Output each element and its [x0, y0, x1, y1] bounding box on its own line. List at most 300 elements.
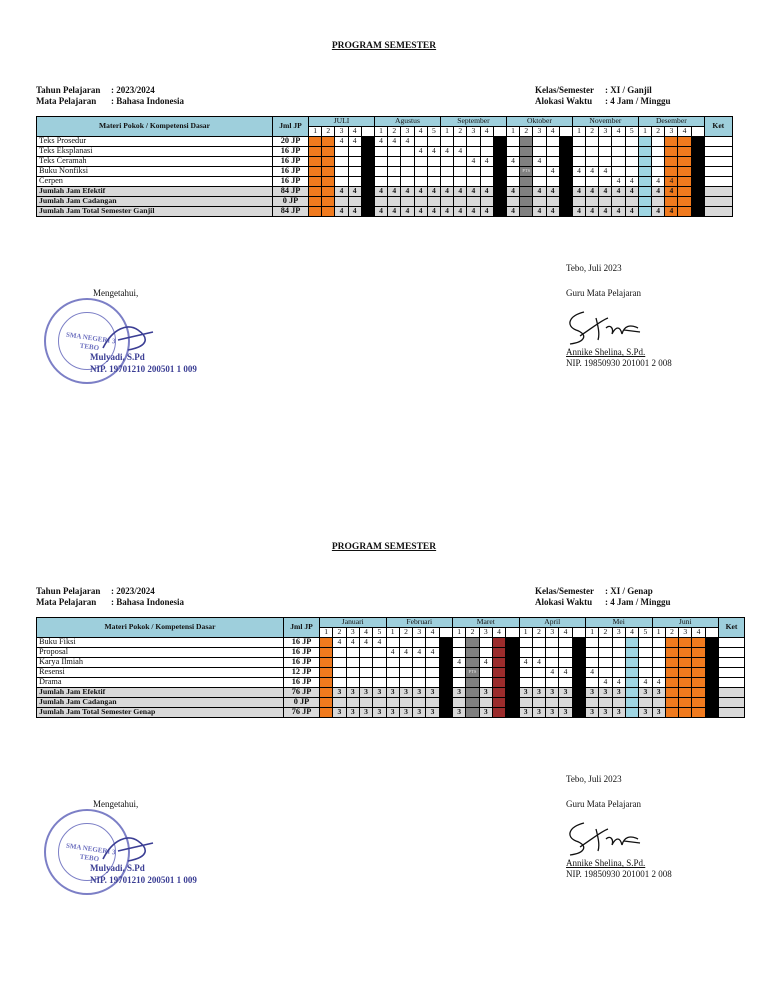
- week-cell: [399, 658, 412, 668]
- week-cell: [386, 638, 399, 648]
- week-cell: 4: [399, 648, 412, 658]
- total-week-cell: [678, 187, 691, 197]
- total-week-cell: 3: [612, 688, 625, 698]
- week-cell: [532, 668, 545, 678]
- week-cell: [532, 678, 545, 688]
- week-cell: [414, 167, 427, 177]
- week-cell: [572, 648, 585, 658]
- week-cell: [439, 668, 452, 678]
- week-cell: [492, 658, 505, 668]
- total-week-cell: [692, 708, 705, 718]
- total-week-cell: 3: [453, 688, 466, 698]
- total-week-cell: [480, 197, 493, 207]
- week-number: 2: [520, 127, 533, 137]
- total-week-cell: [322, 197, 335, 207]
- week-cell: [638, 147, 651, 157]
- week-number: [572, 628, 585, 638]
- teacher-block: [566, 347, 672, 369]
- schedule-table: [36, 116, 733, 217]
- week-cell: 4: [348, 137, 361, 147]
- total-week-cell: [454, 197, 467, 207]
- week-cell: [572, 137, 585, 147]
- week-cell: 4: [388, 137, 401, 147]
- total-week-cell: [691, 187, 704, 197]
- total-row: [37, 688, 745, 698]
- total-jp: 0 JP: [284, 698, 320, 708]
- week-cell: [427, 137, 440, 147]
- week-cell: [361, 167, 374, 177]
- week-number: 3: [599, 127, 612, 137]
- week-cell: [454, 167, 467, 177]
- week-cell: [359, 648, 372, 658]
- header-jml-jp: Jml JP: [284, 618, 320, 638]
- ket-cell: [704, 147, 732, 157]
- total-week-cell: 3: [652, 708, 665, 718]
- week-cell: [638, 167, 651, 177]
- week-cell: [333, 648, 346, 658]
- total-week-cell: [572, 688, 585, 698]
- week-cell: 4: [335, 137, 348, 147]
- total-week-cell: 3: [599, 688, 612, 698]
- total-week-cell: [361, 197, 374, 207]
- materi-cell: Resensi: [37, 668, 284, 678]
- materi-cell: Buku Nonfiksi: [37, 167, 273, 177]
- total-week-cell: 4: [348, 187, 361, 197]
- week-cell: [546, 648, 559, 658]
- jp-cell: 16 JP: [273, 167, 309, 177]
- total-week-cell: [519, 698, 532, 708]
- teacher-signature: [562, 817, 644, 859]
- mengetahui-label: Mengetahui,: [93, 799, 139, 809]
- materi-cell: Proposal: [37, 648, 284, 658]
- total-week-cell: 4: [440, 187, 453, 197]
- page-title: PROGRAM SEMESTER: [331, 542, 437, 552]
- total-week-cell: 4: [546, 207, 559, 217]
- total-week-cell: [625, 197, 638, 207]
- teacher-name: Annike Shelina, S.Pd.: [566, 347, 646, 357]
- week-cell: [480, 167, 493, 177]
- total-week-cell: [333, 698, 346, 708]
- total-week-cell: 3: [586, 688, 599, 698]
- total-week-cell: [691, 197, 704, 207]
- ket-cell: [704, 197, 732, 207]
- total-label: Jumlah Jam Cadangan: [37, 197, 273, 207]
- meta-left: [36, 85, 184, 107]
- week-cell: [692, 638, 705, 648]
- jp-cell: 16 JP: [273, 147, 309, 157]
- total-week-cell: [652, 197, 665, 207]
- week-cell: [440, 167, 453, 177]
- total-week-cell: [309, 187, 322, 197]
- week-cell: [454, 157, 467, 167]
- total-week-cell: [586, 197, 599, 207]
- week-number: 3: [479, 628, 492, 638]
- week-number: 2: [454, 127, 467, 137]
- guru-label: Guru Mata Pelajaran: [566, 288, 641, 298]
- total-week-cell: 3: [519, 688, 532, 698]
- total-week-cell: 4: [572, 207, 585, 217]
- total-week-cell: [520, 197, 533, 207]
- total-week-cell: 3: [399, 708, 412, 718]
- mengetahui-label: Mengetahui,: [93, 288, 139, 298]
- stamp-text: SMA NEGERI 3 TEBO: [65, 330, 116, 353]
- total-week-cell: 4: [572, 187, 585, 197]
- week-cell: [705, 658, 718, 668]
- week-cell: [388, 147, 401, 157]
- week-cell: [665, 648, 678, 658]
- jp-cell: 16 JP: [273, 157, 309, 167]
- week-cell: [348, 177, 361, 187]
- total-week-cell: 3: [612, 708, 625, 718]
- week-cell: [705, 648, 718, 658]
- total-week-cell: [625, 708, 638, 718]
- week-cell: [679, 658, 692, 668]
- week-cell: [625, 167, 638, 177]
- week-number: 2: [333, 628, 346, 638]
- month-header: Januari: [320, 618, 387, 628]
- week-cell: [361, 147, 374, 157]
- week-cell: 4: [374, 137, 387, 147]
- total-row: [37, 187, 733, 197]
- week-cell: [427, 157, 440, 167]
- week-cell: [652, 648, 665, 658]
- week-cell: [320, 678, 333, 688]
- week-cell: [346, 678, 359, 688]
- month-header: Desember: [638, 117, 704, 127]
- week-cell: 4: [652, 678, 665, 688]
- total-week-cell: [520, 207, 533, 217]
- week-cell: [374, 177, 387, 187]
- teacher-signature: [562, 306, 644, 348]
- total-week-cell: [638, 187, 651, 197]
- week-cell: [612, 668, 625, 678]
- total-week-cell: 4: [467, 187, 480, 197]
- week-number: 1: [320, 628, 333, 638]
- week-cell: [374, 167, 387, 177]
- week-cell: [335, 157, 348, 167]
- city-date: Tebo, Juli 2023: [566, 263, 622, 273]
- total-week-cell: [612, 197, 625, 207]
- total-week-cell: [361, 207, 374, 217]
- week-cell: [639, 638, 652, 648]
- month-header: Oktober: [506, 117, 572, 127]
- jp-cell: 16 JP: [284, 658, 320, 668]
- total-week-cell: 4: [480, 207, 493, 217]
- schedule-table: [36, 617, 745, 718]
- week-cell: 4: [665, 177, 678, 187]
- total-week-cell: [466, 708, 479, 718]
- teacher-name: Annike Shelina, S.Pd.: [566, 858, 646, 868]
- table-row: [37, 678, 745, 688]
- headteacher-name: Mulyadi, S.Pd: [90, 352, 145, 362]
- week-cell: [599, 177, 612, 187]
- table-row: [37, 658, 745, 668]
- week-cell: [492, 678, 505, 688]
- week-cell: [652, 658, 665, 668]
- week-number: 4: [480, 127, 493, 137]
- total-week-cell: 4: [427, 207, 440, 217]
- total-week-cell: 4: [599, 187, 612, 197]
- week-cell: [401, 147, 414, 157]
- pts-marker: PTS: [520, 167, 533, 177]
- table-row: [37, 157, 733, 167]
- total-week-cell: [506, 197, 519, 207]
- total-week-cell: 4: [586, 207, 599, 217]
- materi-cell: Teks Prosedur: [37, 137, 273, 147]
- week-cell: [692, 658, 705, 668]
- month-header: JULI: [309, 117, 375, 127]
- total-week-cell: [399, 698, 412, 708]
- total-week-cell: [467, 197, 480, 207]
- week-cell: [309, 157, 322, 167]
- total-week-cell: 3: [373, 688, 386, 698]
- total-label: Jumlah Jam Total Semester Ganjil: [37, 207, 273, 217]
- jp-cell: 12 JP: [284, 668, 320, 678]
- week-number: 1: [374, 127, 387, 137]
- week-number: 4: [612, 127, 625, 137]
- week-cell: [506, 177, 519, 187]
- teacher-nip: NIP. 19850930 201001 2 008: [566, 358, 672, 368]
- week-number: 4: [348, 127, 361, 137]
- total-week-cell: 3: [599, 708, 612, 718]
- month-header: April: [519, 618, 585, 628]
- week-cell: [599, 147, 612, 157]
- week-cell: [520, 157, 533, 167]
- total-week-cell: 4: [612, 207, 625, 217]
- week-cell: [506, 648, 519, 658]
- week-cell: [652, 638, 665, 648]
- week-cell: [401, 177, 414, 187]
- week-cell: [454, 137, 467, 147]
- week-cell: 4: [333, 638, 346, 648]
- total-week-cell: [439, 708, 452, 718]
- total-week-cell: [320, 698, 333, 708]
- mapel-value: : Bahasa Indonesia: [111, 597, 185, 607]
- total-week-cell: 4: [506, 187, 519, 197]
- week-number: 2: [532, 628, 545, 638]
- week-cell: [559, 658, 572, 668]
- total-week-cell: 4: [625, 187, 638, 197]
- week-cell: [440, 177, 453, 187]
- week-cell: [532, 648, 545, 658]
- ket-cell: [704, 207, 732, 217]
- week-cell: 4: [373, 638, 386, 648]
- week-cell: [348, 167, 361, 177]
- total-week-cell: 3: [386, 708, 399, 718]
- week-number: 4: [414, 127, 427, 137]
- materi-cell: Drama: [37, 678, 284, 688]
- week-cell: [322, 167, 335, 177]
- week-cell: [413, 638, 426, 648]
- total-week-cell: [492, 688, 505, 698]
- week-cell: [348, 157, 361, 167]
- ket-cell: [704, 177, 732, 187]
- total-week-cell: [559, 187, 572, 197]
- week-cell: [333, 658, 346, 668]
- week-cell: [386, 668, 399, 678]
- jp-cell: 16 JP: [284, 648, 320, 658]
- total-week-cell: [559, 698, 572, 708]
- week-cell: [679, 638, 692, 648]
- week-cell: [426, 678, 439, 688]
- ket-cell: [704, 187, 732, 197]
- week-number: 1: [586, 628, 599, 638]
- total-week-cell: [309, 207, 322, 217]
- total-week-cell: [439, 688, 452, 698]
- week-cell: [440, 137, 453, 147]
- materi-cell: Teks Ceramah: [37, 157, 273, 167]
- week-cell: 4: [599, 678, 612, 688]
- total-week-cell: 4: [652, 207, 665, 217]
- week-cell: [440, 157, 453, 167]
- week-cell: [559, 137, 572, 147]
- week-cell: [705, 678, 718, 688]
- table-row: [37, 147, 733, 157]
- week-cell: [506, 678, 519, 688]
- total-week-cell: 3: [639, 708, 652, 718]
- table-row: [37, 167, 733, 177]
- total-week-cell: [599, 698, 612, 708]
- week-cell: 4: [414, 147, 427, 157]
- total-week-cell: 4: [335, 207, 348, 217]
- week-cell: [519, 678, 532, 688]
- week-cell: [413, 668, 426, 678]
- week-cell: [388, 177, 401, 187]
- week-cell: [480, 147, 493, 157]
- total-week-cell: 3: [559, 708, 572, 718]
- total-week-cell: [388, 197, 401, 207]
- week-cell: [467, 147, 480, 157]
- week-cell: [665, 668, 678, 678]
- materi-cell: Teks Eksplanasi: [37, 147, 273, 157]
- week-cell: 4: [546, 167, 559, 177]
- total-week-cell: 4: [546, 187, 559, 197]
- week-cell: [559, 157, 572, 167]
- total-week-cell: 4: [401, 207, 414, 217]
- week-cell: [453, 668, 466, 678]
- week-cell: [506, 638, 519, 648]
- week-cell: [480, 177, 493, 187]
- total-week-cell: 3: [546, 688, 559, 698]
- total-week-cell: 4: [599, 207, 612, 217]
- week-cell: [492, 648, 505, 658]
- total-week-cell: 3: [532, 688, 545, 698]
- meta-right: [535, 85, 671, 107]
- total-week-cell: 3: [586, 708, 599, 718]
- week-cell: 4: [559, 668, 572, 678]
- week-cell: [426, 658, 439, 668]
- jp-cell: 16 JP: [284, 638, 320, 648]
- total-week-cell: [493, 207, 506, 217]
- week-number: 1: [519, 628, 532, 638]
- week-cell: [638, 137, 651, 147]
- total-week-cell: 3: [519, 708, 532, 718]
- teacher-block: [566, 858, 672, 880]
- week-cell: [652, 157, 665, 167]
- week-cell: 4: [599, 167, 612, 177]
- header-materi: Materi Pokok / Kompetensi Dasar: [37, 117, 273, 137]
- week-cell: [572, 668, 585, 678]
- week-cell: [439, 658, 452, 668]
- total-row: [37, 197, 733, 207]
- total-week-cell: [625, 688, 638, 698]
- header-ket: Ket: [704, 117, 732, 137]
- total-week-cell: [322, 207, 335, 217]
- week-cell: [559, 648, 572, 658]
- total-jp: 76 JP: [284, 688, 320, 698]
- week-cell: [691, 177, 704, 187]
- total-week-cell: 4: [388, 187, 401, 197]
- week-cell: [612, 638, 625, 648]
- week-number: 4: [559, 628, 572, 638]
- headteacher-nip: NIP. 19701210 200501 1 009: [90, 364, 197, 374]
- week-number: 2: [388, 127, 401, 137]
- meta-left: [36, 586, 184, 608]
- week-cell: [599, 638, 612, 648]
- week-cell: [453, 638, 466, 648]
- week-cell: [559, 638, 572, 648]
- total-week-cell: [493, 187, 506, 197]
- week-cell: [492, 668, 505, 678]
- week-cell: [320, 658, 333, 668]
- week-cell: [665, 157, 678, 167]
- week-number: 1: [638, 127, 651, 137]
- total-week-cell: [692, 688, 705, 698]
- ket-cell: [704, 157, 732, 167]
- table-row: [37, 638, 745, 648]
- total-week-cell: [586, 698, 599, 708]
- jp-cell: 20 JP: [273, 137, 309, 147]
- week-cell: [426, 668, 439, 678]
- week-cell: [399, 638, 412, 648]
- total-week-cell: 3: [333, 688, 346, 698]
- total-week-cell: 4: [586, 187, 599, 197]
- week-cell: [559, 678, 572, 688]
- week-cell: [493, 147, 506, 157]
- jp-cell: 16 JP: [273, 177, 309, 187]
- stamp-text: SMA NEGERI 3 TEBO: [65, 841, 116, 864]
- week-number: 1: [572, 127, 585, 137]
- kelas-value: : XI / Genap: [605, 586, 653, 596]
- week-cell: [692, 678, 705, 688]
- total-week-cell: [346, 698, 359, 708]
- week-cell: [427, 167, 440, 177]
- week-cell: [359, 668, 372, 678]
- total-week-cell: 3: [386, 688, 399, 698]
- headteacher-block: [90, 862, 197, 886]
- week-cell: 4: [480, 157, 493, 167]
- week-number: 5: [373, 628, 386, 638]
- total-week-cell: 3: [346, 708, 359, 718]
- ket-cell: [719, 708, 745, 718]
- week-cell: [691, 137, 704, 147]
- week-number: 2: [586, 127, 599, 137]
- total-jp: 76 JP: [284, 708, 320, 718]
- month-header: Juni: [652, 618, 718, 628]
- week-cell: [453, 648, 466, 658]
- total-week-cell: [413, 698, 426, 708]
- total-week-cell: [320, 688, 333, 698]
- total-week-cell: 4: [533, 187, 546, 197]
- total-week-cell: 3: [479, 688, 492, 698]
- week-cell: 4: [586, 668, 599, 678]
- week-cell: [346, 648, 359, 658]
- ket-cell: [704, 167, 732, 177]
- month-header: Februari: [386, 618, 453, 628]
- week-cell: [665, 147, 678, 157]
- week-cell: [665, 678, 678, 688]
- week-cell: [322, 157, 335, 167]
